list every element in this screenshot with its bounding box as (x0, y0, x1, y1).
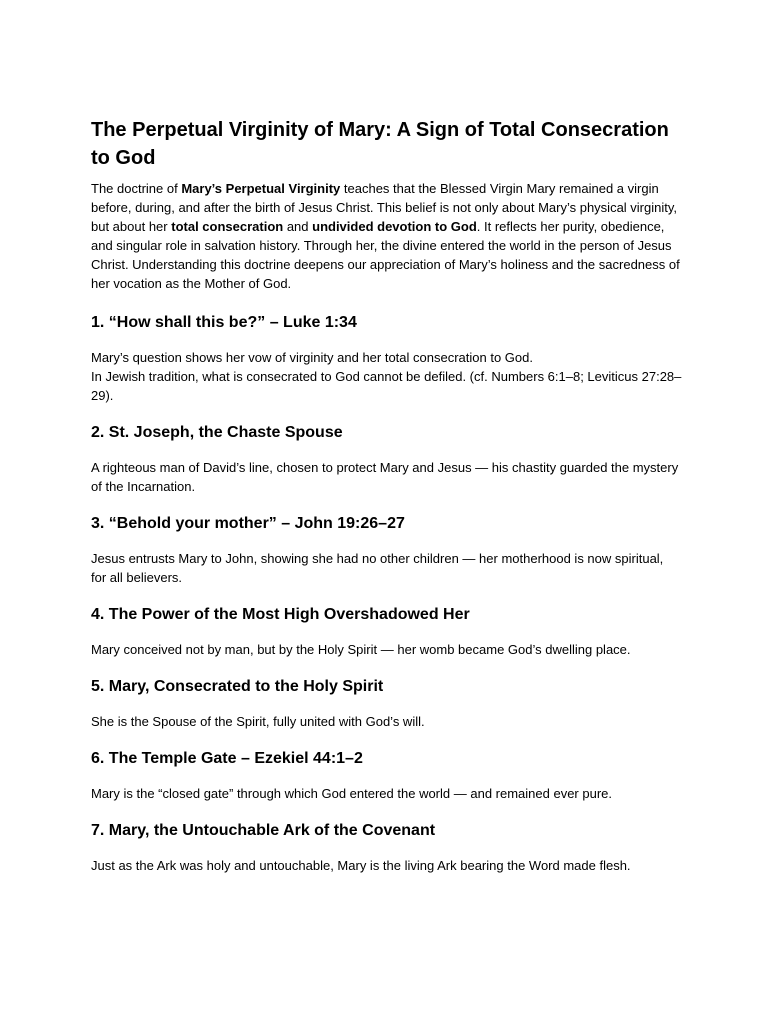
section-6-heading: 6. The Temple Gate – Ezekiel 44:1–2 (91, 750, 363, 767)
section-1-line-2: In Jewish tradition, what is consecrated to God cannot be defiled. (cf. Numbers 6:1–8; Leviticus 27:28–29). (91, 369, 682, 403)
section-1-body (91, 348, 682, 405)
intro-text-3: and (283, 219, 313, 234)
section-2-heading: 2. St. Joseph, the Chaste Spouse (91, 424, 343, 441)
document-title: The Perpetual Virginity of Mary: A Sign of Total Consecration to God (91, 119, 669, 169)
intro-bold-1: Mary’s Perpetual Virginity (181, 181, 341, 196)
section-7-body: Just as the Ark was holy and untouchable, Mary is the living Ark bearing the Word made flesh. (91, 858, 631, 873)
section-4-body: Mary conceived not by man, but by the Holy Spirit — her womb became God’s dwelling place. (91, 642, 631, 657)
section-1-heading: 1. “How shall this be?” – Luke 1:34 (91, 314, 357, 331)
intro-text-4: . It reflects her purity, obedience, and singular role in salvation history. Through her, the divine entered the world in the person of Jesus Christ. Understanding this doctrine deepens our appreciation of Mary’s holiness and the sacredness of her vocation as the Mother of God. (91, 219, 680, 291)
section-3-body: Jesus entrusts Mary to John, showing she had no other children — her motherhood is now spiritual, for all believers. (91, 551, 664, 585)
section-5-heading: 5. Mary, Consecrated to the Holy Spirit (91, 678, 384, 695)
section-1-line-1: Mary’s question shows her vow of virginity and her total consecration to God. (91, 350, 533, 365)
intro-bold-2: total consecration (171, 219, 284, 234)
intro-bold-3: undivided devotion to God (312, 219, 477, 234)
intro-text-1: The doctrine of (91, 181, 182, 196)
intro-paragraph (91, 179, 682, 293)
intro-text-2: teaches that the Blessed Virgin Mary remained a virgin before, during, and after the birth of Jesus Christ. This belief is not only about Mary’s physical virginity, but about her (91, 181, 678, 234)
section-6-body: Mary is the “closed gate” through which God entered the world — and remained ever pure. (91, 786, 612, 801)
section-3-heading: 3. “Behold your mother” – John 19:26–27 (91, 515, 405, 532)
section-2-body: A righteous man of David’s line, chosen to protect Mary and Jesus — his chastity guarded the mystery of the Incarnation. (91, 460, 679, 494)
section-5-body: She is the Spouse of the Spirit, fully united with God’s will. (91, 714, 425, 729)
section-4-heading: 4. The Power of the Most High Overshadowed Her (91, 606, 470, 623)
section-7-heading: 7. Mary, the Untouchable Ark of the Covenant (91, 822, 436, 839)
